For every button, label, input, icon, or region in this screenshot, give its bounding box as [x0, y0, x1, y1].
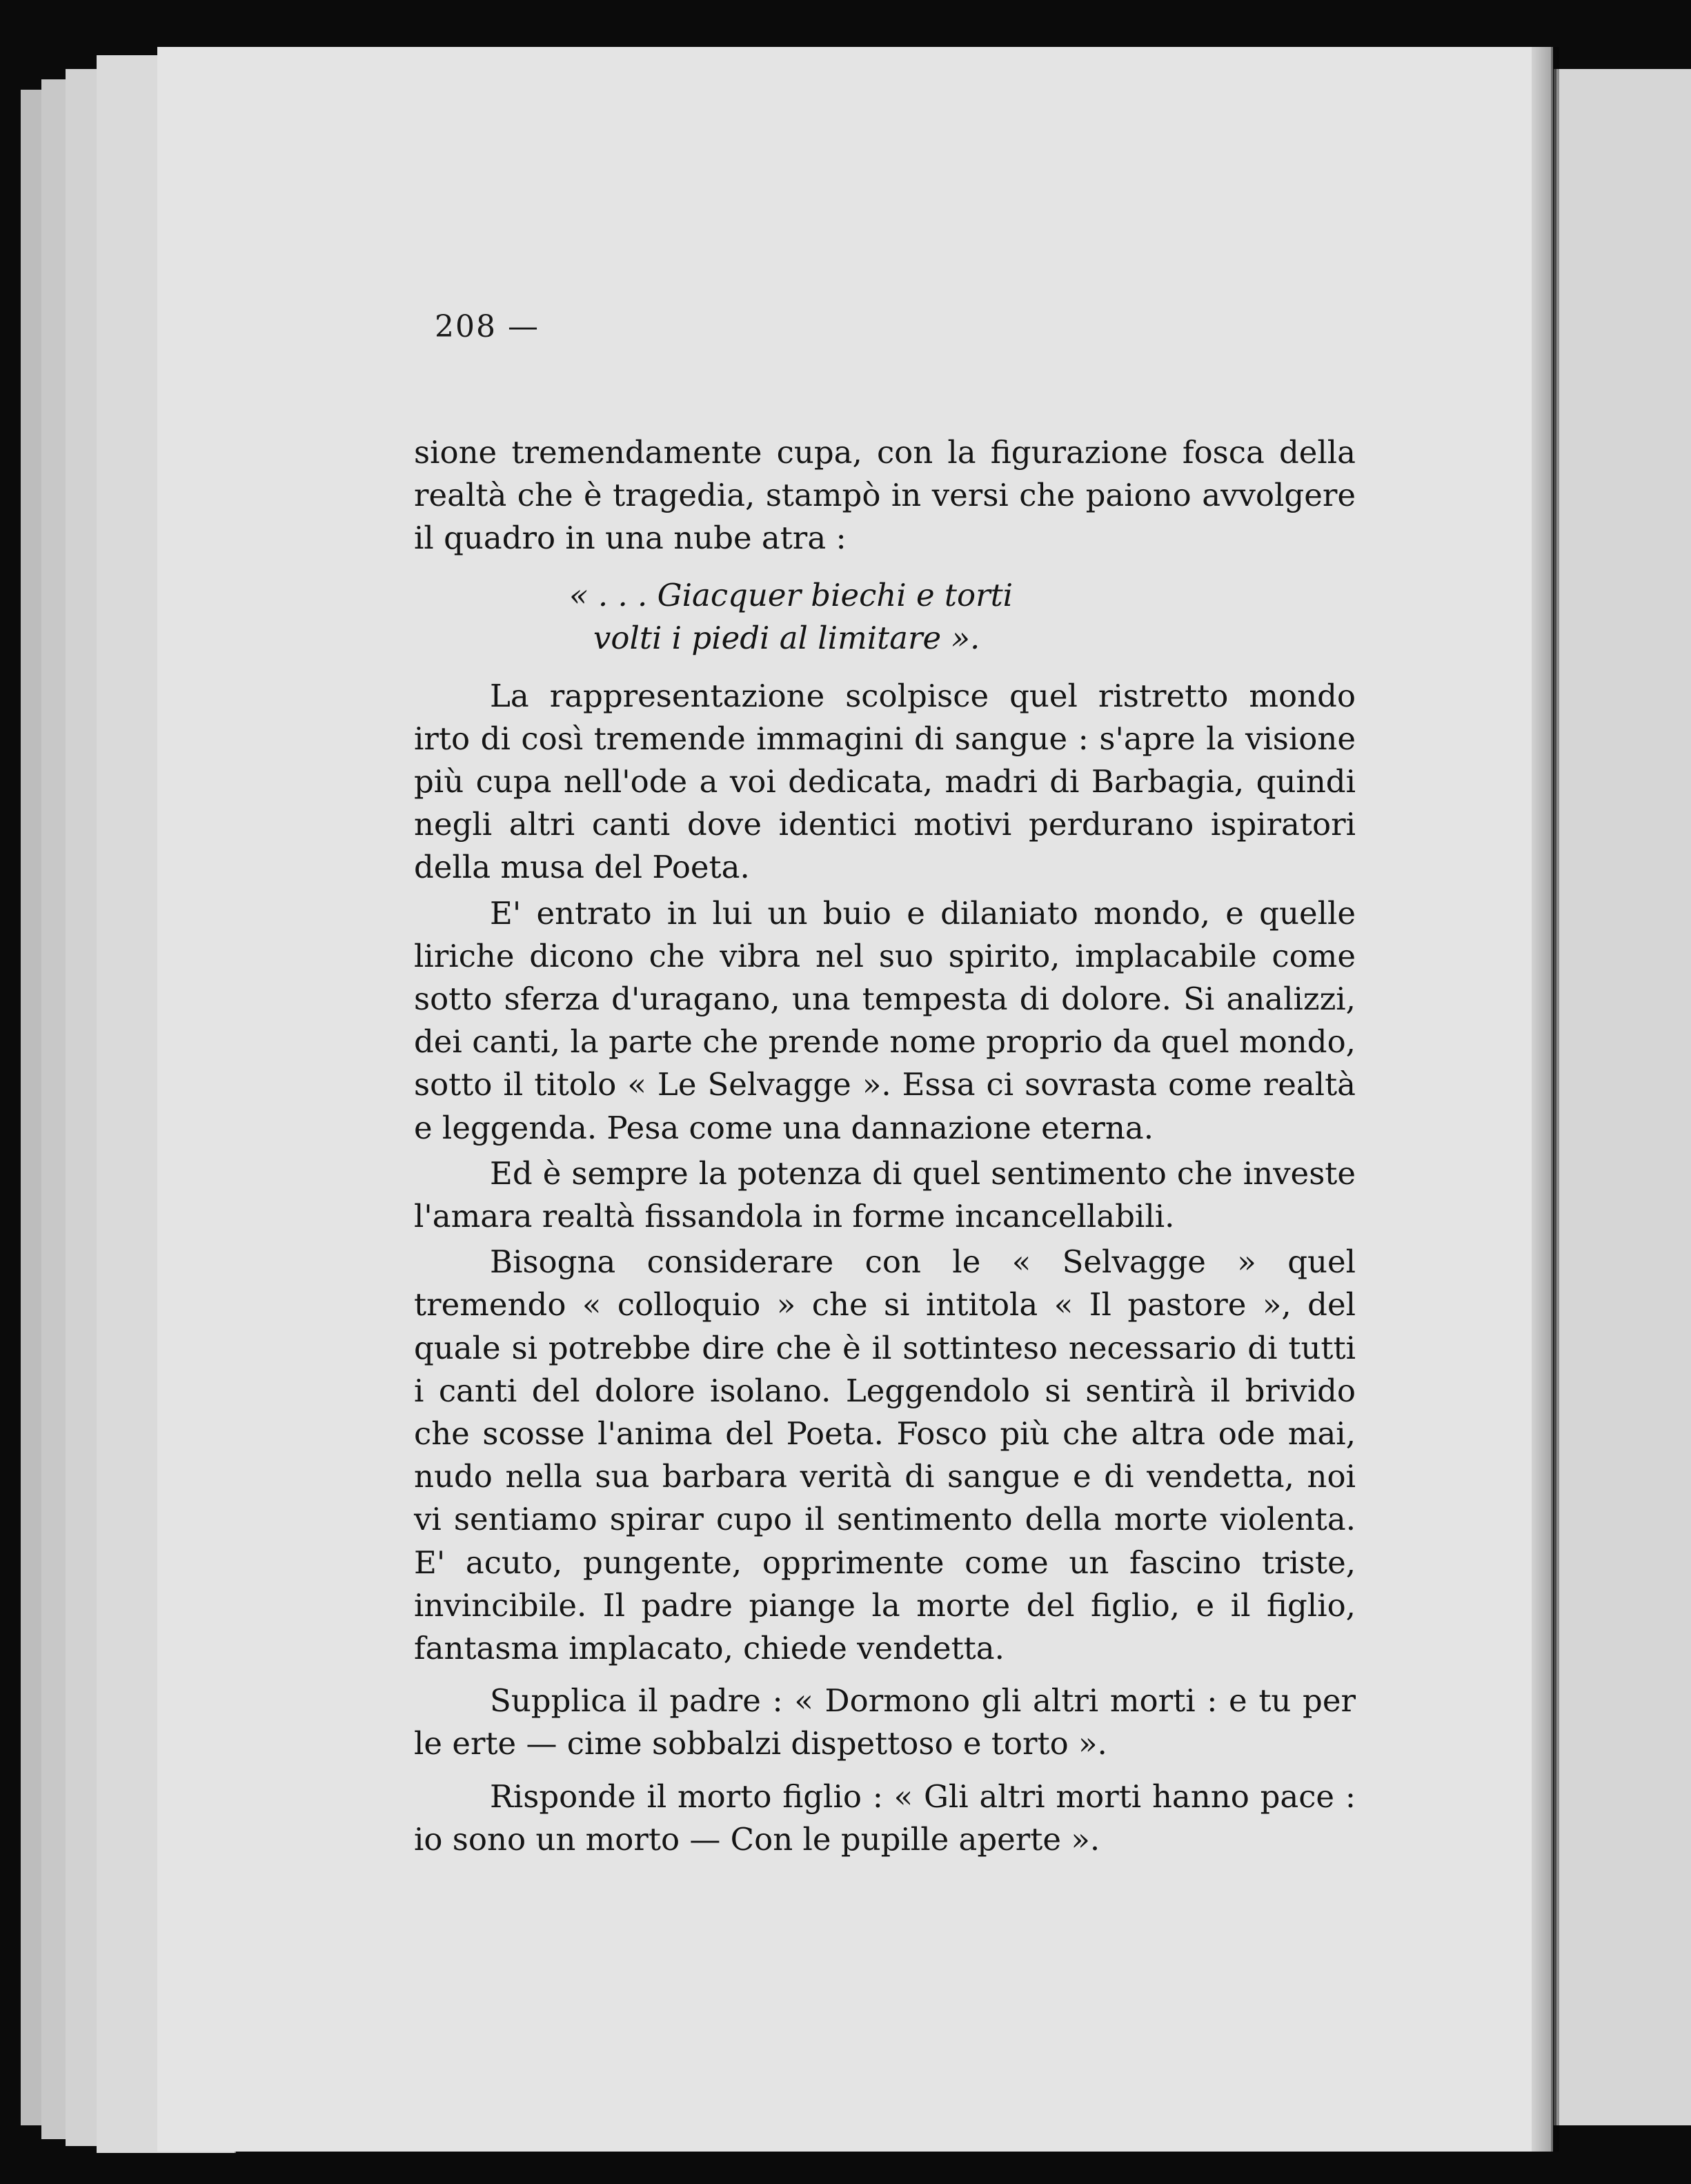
opening-paragraph: sione tremendamente cupa, con la figurazione fosca della realtà che è tragedia, stampò in versi che paiono avvolgere il quadro in una nube atra :	[414, 434, 1356, 557]
paragraph: Bisogna considerare con le « Selvagge » quel tremendo « colloquio » che si intitola « Il pastore », del quale si potrebbe dire che è il sottinteso necessario di tutti i canti del dolore isolano. Leggendolo si sentirà il brivido che scosse l'anima del Poeta. Fosco più che altra ode mai, nudo nella sua barbara verità di sangue e di vendetta, noi vi sentiamo spirar cupo il sentimento della morte violenta. E' acuto, pungente, opprimente come un fascino triste, invincibile. Il padre piange la morte del figlio, e il figlio, fantasma implacato, chiede vendetta.	[414, 1243, 1356, 1667]
paragraph: Risponde il morto figlio : « Gli altri morti hanno pace : io sono un morto — Con le pupille aperte ».	[414, 1778, 1356, 1858]
paragraph: Supplica il padre : « Dormono gli altri morti : e tu per le erte — cime sobbalzi dispettoso e torto ».	[414, 1682, 1356, 1762]
adjacent-page	[1554, 69, 1691, 2125]
paragraph: Ed è sempre la potenza di quel sentimento che investe l'amara realtà fissandola in forme incancellabili.	[414, 1154, 1356, 1235]
verse-quote	[569, 574, 1356, 660]
paragraph: E' entrato in lui un buio e dilaniato mondo, e quelle liriche dicono che vibra nel suo spirito, implacabile come sotto sferza d'uragano, una tempesta di dolore. Si analizzi, dei canti, la parte che prende nome proprio da quel mondo, sotto il titolo « Le Selvagge ». Essa ci sovrasta come realtà e leggenda. Pesa come una dannazione eterna.	[414, 894, 1356, 1146]
verse-line-2: volti i piedi al limitare ».	[593, 619, 980, 656]
paragraph: La rappresentazione scolpisce quel ristretto mondo irto di così tremende immagini di sangue : s'apre la visione più cupa nell'ode a voi dedicata, madri di Barbagia, quindi negli altri canti dove identici motivi perdurano ispiratori della musa del Poeta.	[414, 677, 1356, 886]
page-body	[414, 431, 1356, 1861]
page-header: 208 —	[435, 309, 540, 344]
page-gutter-shadow	[1532, 47, 1559, 2152]
verse-line-1: « . . . Giacquer biechi e torti	[569, 576, 1013, 613]
